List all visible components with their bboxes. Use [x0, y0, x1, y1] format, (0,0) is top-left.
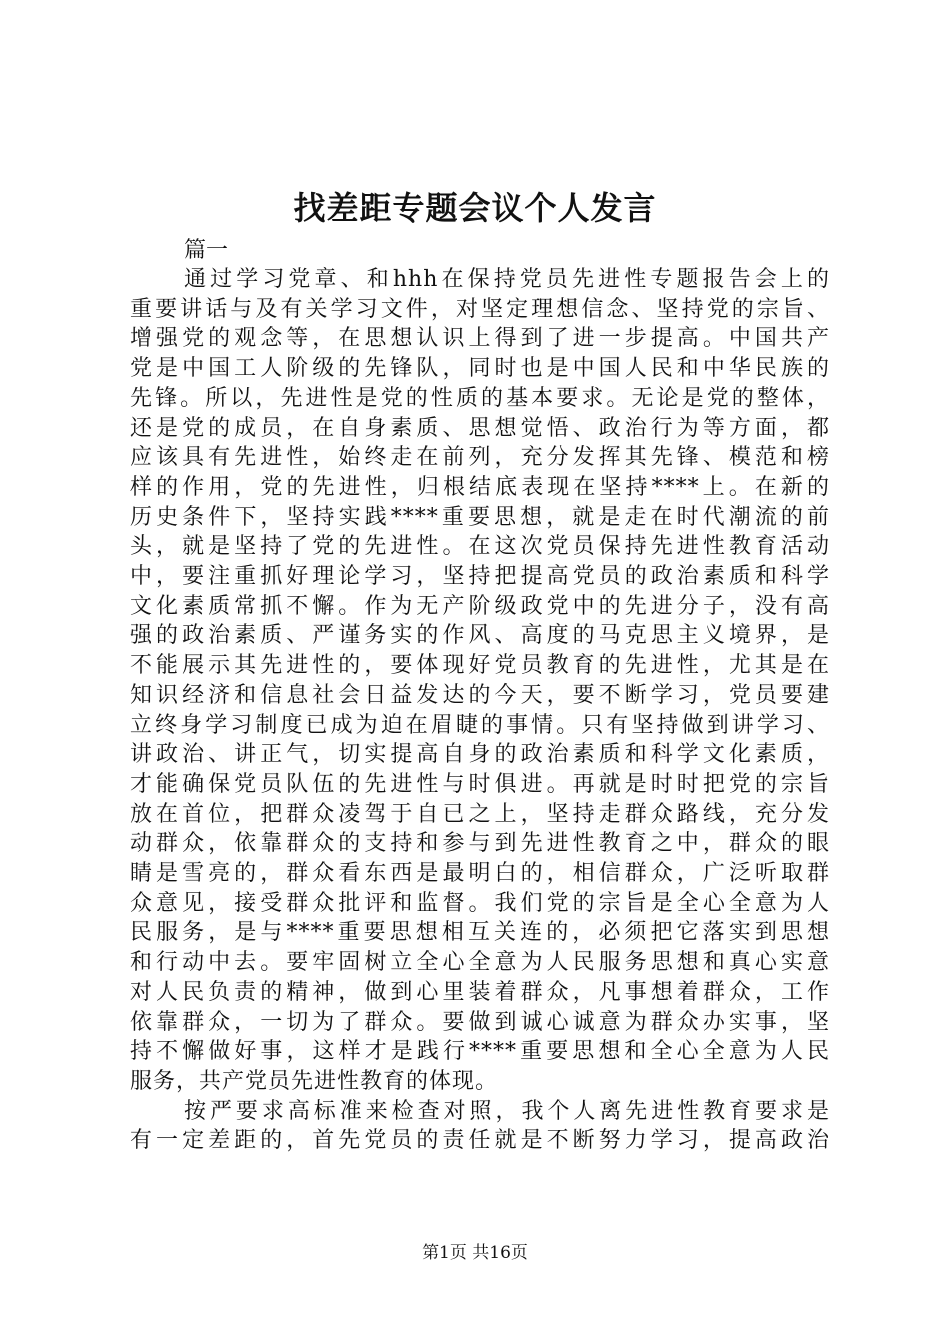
- paragraph-line: 增强党的观念等，在思想认识上得到了进一步提高。中国共产: [130, 326, 830, 352]
- paragraph-line: 中，要注重抓好理论学习，坚持把提高党员的政治素质和科学: [130, 564, 830, 590]
- paragraph-line: 不能展示其先进性的，要体现好党员教育的先进性，尤其是在: [130, 653, 830, 679]
- document-title: 找差距专题会议个人发言: [293, 189, 657, 227]
- paragraph-line: 样的作用，党的先进性，归根结底表现在坚持****上。在新的: [130, 474, 830, 500]
- paragraph-line: 对人民负责的精神，做到心里装着群众，凡事想着群众，工作: [130, 979, 830, 1005]
- paragraph-line: 重要讲话与及有关学习文件，对坚定理想信念、坚持党的宗旨、: [130, 296, 830, 322]
- paragraph-line: 持不懈做好事，这样才是践行****重要思想和全心全意为人民: [130, 1039, 830, 1065]
- paragraph-line: 还是党的成员，在自身素质、思想觉悟、政治行为等方面，都: [130, 415, 830, 441]
- paragraph-line: 通过学习党章、和hhh在保持党员先进性专题报告会上的: [184, 267, 830, 292]
- page-footer: 第1页 共16页: [422, 1243, 528, 1263]
- paragraph-line: 有一定差距的，首先党员的责任就是不断努力学习，提高政治: [130, 1128, 830, 1154]
- paragraph-line: 和行动中去。要牢固树立全心全意为人民服务思想和真心实意: [130, 950, 830, 976]
- paragraph-line: 头，就是坚持了党的先进性。在这次党员保持先进性教育活动: [130, 534, 830, 560]
- paragraph-line: 才能确保党员队伍的先进性与时俱进。再就是时时把党的宗旨: [130, 771, 830, 797]
- section-label: 篇一: [184, 238, 229, 263]
- paragraph-line: 讲政治、讲正气，切实提高自身的政治素质和科学文化素质，: [130, 742, 830, 768]
- paragraph-line: 睛是雪亮的，群众看东西是最明白的，相信群众，广泛听取群: [130, 861, 830, 887]
- paragraph: [130, 265, 830, 1097]
- paragraph-line: 民服务，是与****重要思想相互关连的，必须把它落实到思想: [130, 920, 830, 946]
- paragraph: [130, 1097, 830, 1156]
- paragraph-container: [130, 265, 830, 1156]
- paragraph-line: 众意见，接受群众批评和监督。我们党的宗旨是全心全意为人: [130, 890, 830, 916]
- paragraph-line: 依靠群众，一切为了群众。要做到诚心诚意为群众办实事，坚: [130, 1009, 830, 1035]
- paragraph-line: 知识经济和信息社会日益发达的今天，要不断学习，党员要建: [130, 682, 830, 708]
- paragraph-line: 立终身学习制度已成为迫在眉睫的事情。只有坚持做到讲学习、: [130, 712, 830, 738]
- paragraph-line: 按严要求高标准来检查对照，我个人离先进性教育要求是: [184, 1098, 830, 1124]
- paragraph-line: 服务，共产党员先进性教育的体现。: [130, 1068, 499, 1094]
- paragraph-line: 动群众，依靠群众的支持和参与到先进性教育之中，群众的眼: [130, 831, 830, 857]
- document-body: [130, 236, 830, 1156]
- paragraph-line: 历史条件下，坚持实践****重要思想，就是走在时代潮流的前: [130, 504, 830, 530]
- paragraph-line: 先锋。所以，先进性是党的性质的基本要求。无论是党的整体，: [130, 385, 830, 411]
- paragraph-line: 应该具有先进性，始终走在前列，充分发挥其先锋、模范和榜: [130, 445, 830, 471]
- paragraph-line: 强的政治素质、严谨务实的作风、高度的马克思主义境界，是: [130, 623, 830, 649]
- paragraph-line: 放在首位，把群众凌驾于自已之上，坚持走群众路线，充分发: [130, 801, 830, 827]
- paragraph-line: 党是中国工人阶级的先锋队，同时也是中国人民和中华民族的: [130, 356, 830, 382]
- paragraph-line: 文化素质常抓不懈。作为无产阶级政党中的先进分子，没有高: [130, 593, 830, 619]
